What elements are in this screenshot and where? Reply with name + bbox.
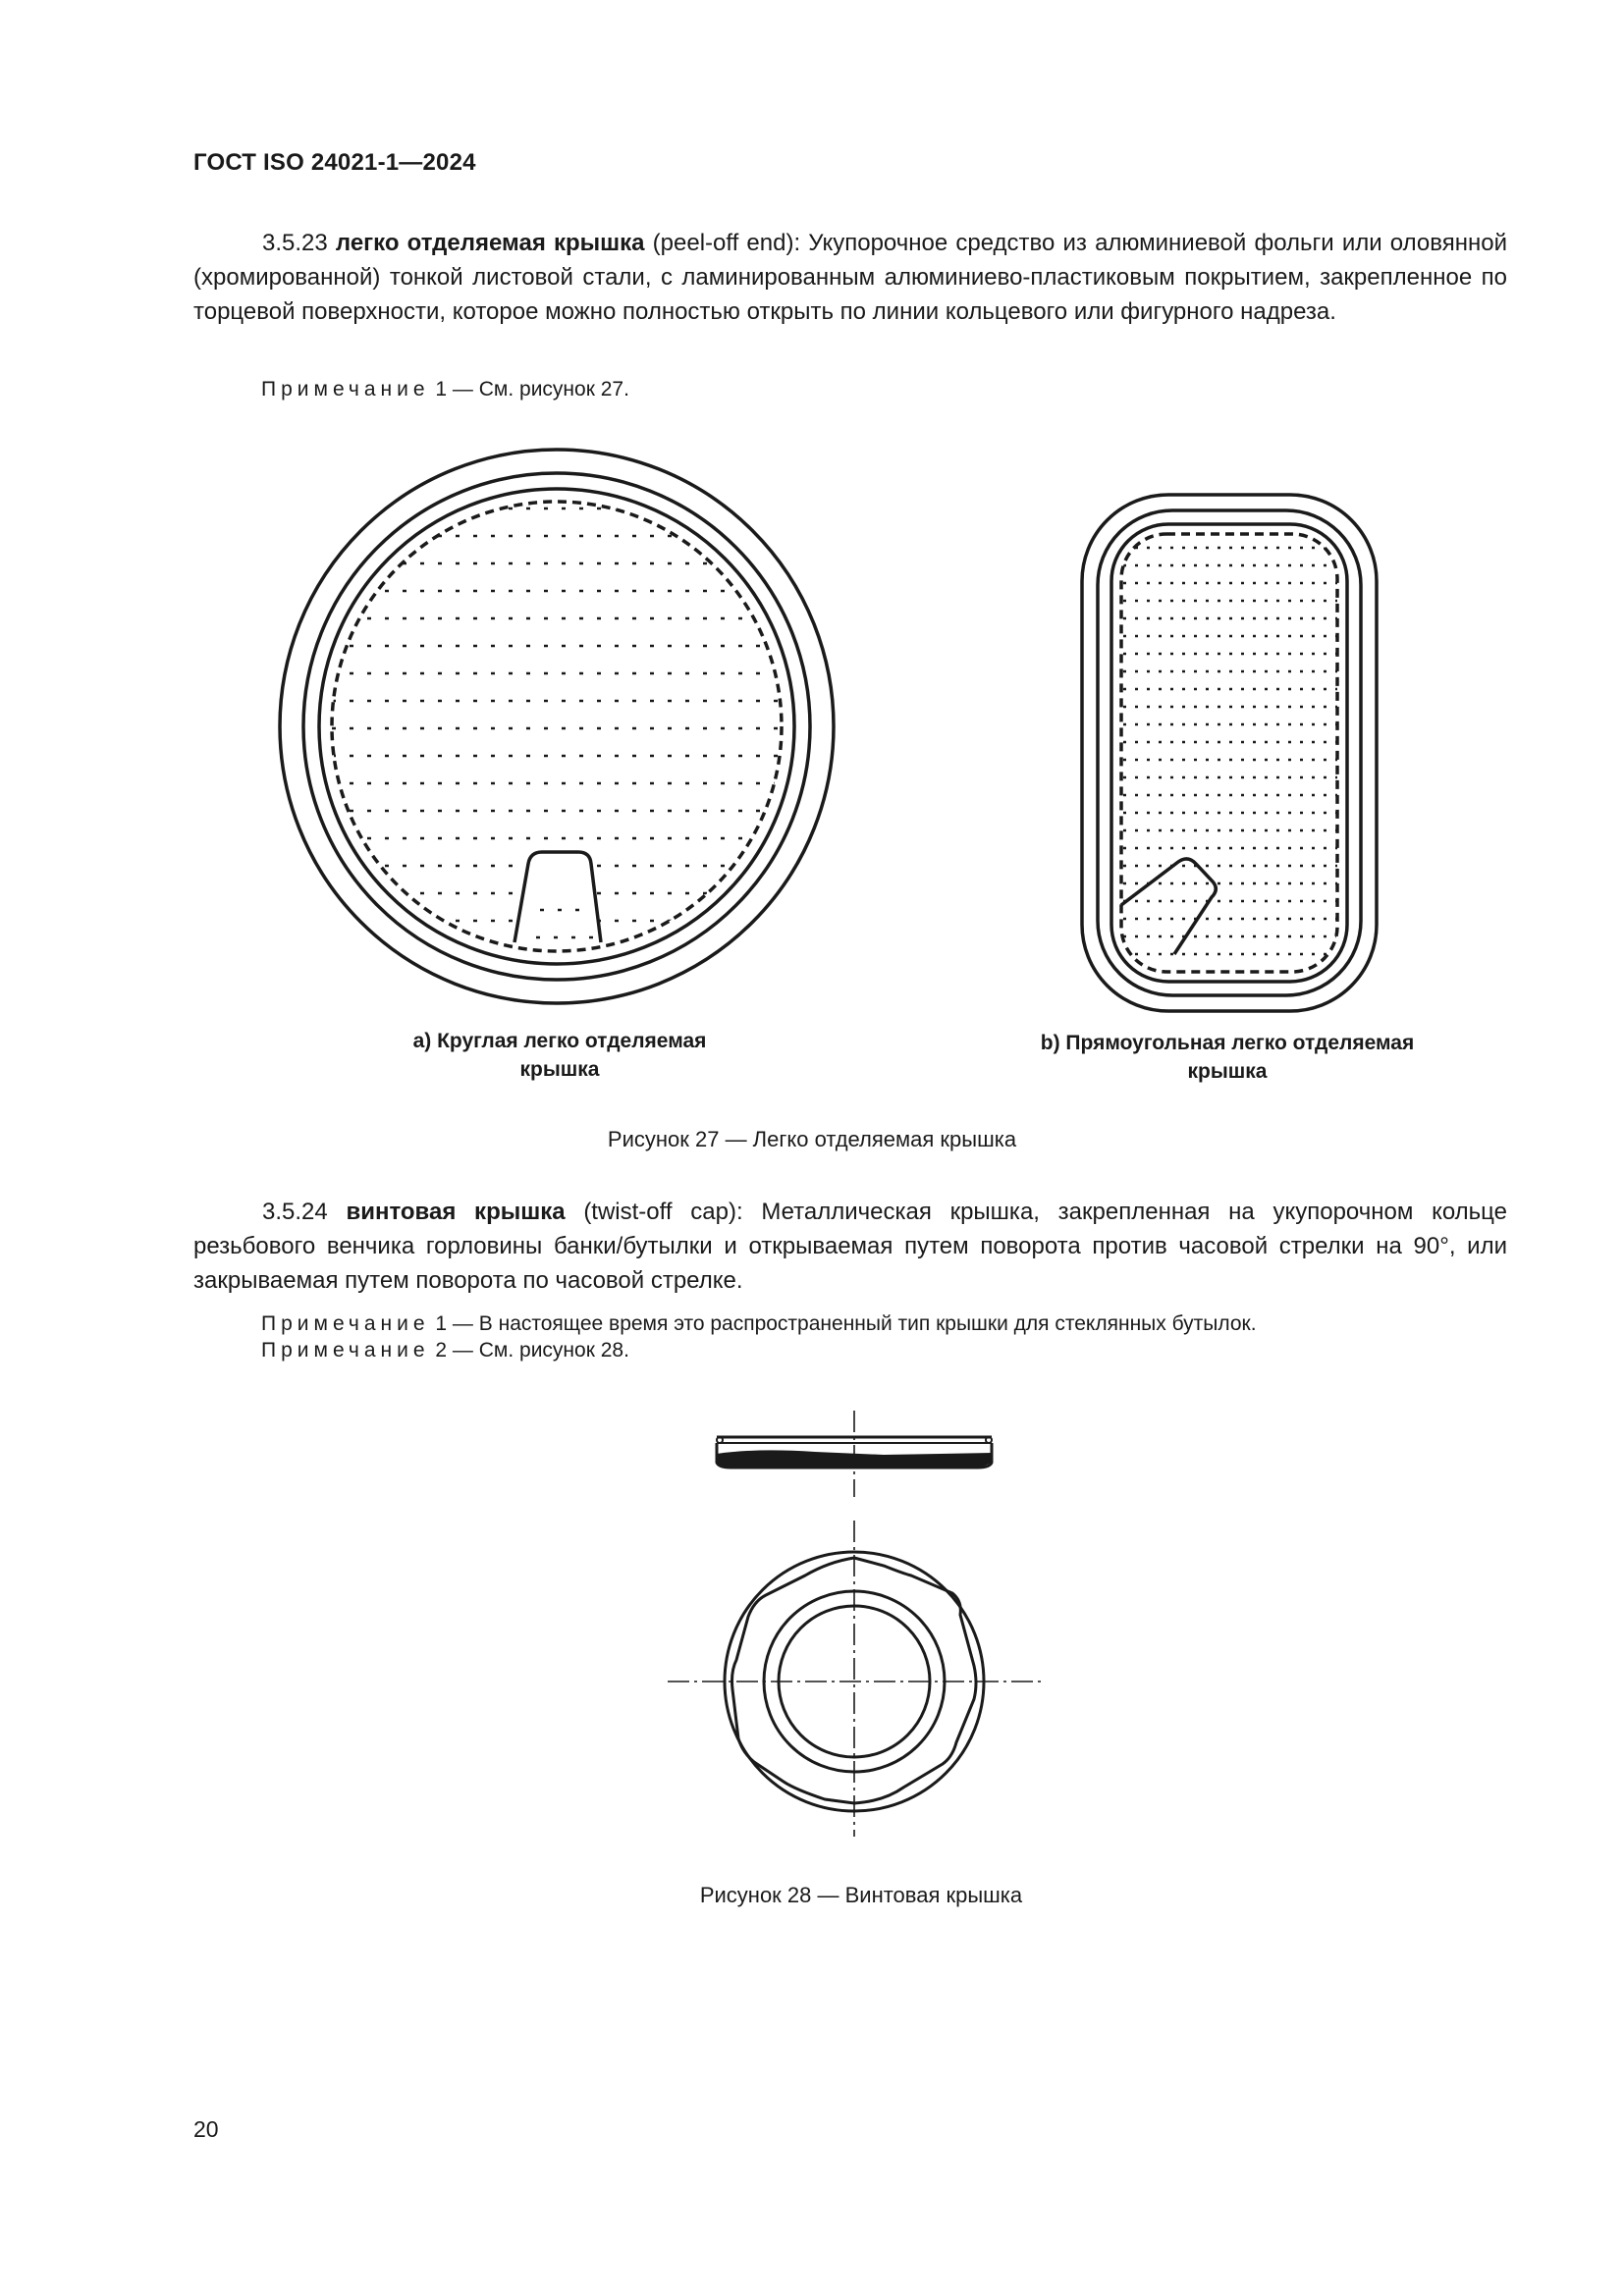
document-header: ГОСТ ISO 24021-1—2024 xyxy=(193,149,476,176)
figure-27b-rectangular-lid xyxy=(1080,493,1379,1013)
note-1-fig27 xyxy=(261,376,629,402)
note-label: Примечание xyxy=(261,1339,430,1362)
figure-27a-round-lid xyxy=(277,447,837,1006)
figure-27a-label xyxy=(373,1027,746,1084)
term-definition-text: (peel-off end): Укупорочное средство из алюминиевой фольги или оловянной (хромированной) тонкой листовой стали, с ламинированным алюминиево-пластиковым покрытием, закрепленное по торцевой поверхности, которое можно полностью открыть по линии кольцевого или фигурного надреза. xyxy=(193,230,1507,325)
figure-28-twist-off-cap xyxy=(658,1409,1051,1841)
note-2-fig28 xyxy=(261,1337,629,1363)
note-text: 2 — См. рисунок 28. xyxy=(435,1339,629,1362)
note-text: 1 — В настоящее время это распространенный тип крышки для стеклянных бутылок. xyxy=(435,1312,1257,1335)
term-definition-text: (twist-off cap): Металлическая крышка, закрепленная на укупорочном кольце резьбового венчика горловины банки/бутылки и открываемая путем поворота против часовой стрелки на 90°, или закрываемая путем поворота по часовой стрелке. xyxy=(193,1199,1507,1294)
term-number: 3.5.24 xyxy=(262,1199,328,1225)
figure-27-caption: Рисунок 27 — Легко отделяемая крышка xyxy=(607,1127,1017,1151)
figure-28-caption: Рисунок 28 — Винтовая крышка xyxy=(699,1883,1023,1907)
term-definition-3-5-24 xyxy=(193,1195,1507,1298)
note-label: Примечание xyxy=(261,378,430,400)
figure-27b-label xyxy=(992,1029,1463,1086)
figure-27b-label-line1: b) Прямоугольная легко отделяемая xyxy=(1040,1032,1415,1054)
note-1-twist-off xyxy=(261,1310,1257,1337)
note-label: Примечание xyxy=(261,1312,430,1335)
term-number: 3.5.23 xyxy=(262,230,328,256)
page-number: 20 xyxy=(193,2116,219,2142)
term-name: легко отделяемая крышка xyxy=(335,230,645,256)
figure-27b-label-line2: крышка xyxy=(1187,1060,1268,1083)
note-text: 1 — См. рисунок 27. xyxy=(435,378,629,400)
term-name: винтовая крышка xyxy=(346,1199,566,1225)
figure-27a-label-line1: a) Круглая легко отделяемая xyxy=(412,1030,707,1052)
figure-27a-label-line2: крышка xyxy=(519,1058,600,1081)
term-definition-3-5-23 xyxy=(193,226,1507,329)
